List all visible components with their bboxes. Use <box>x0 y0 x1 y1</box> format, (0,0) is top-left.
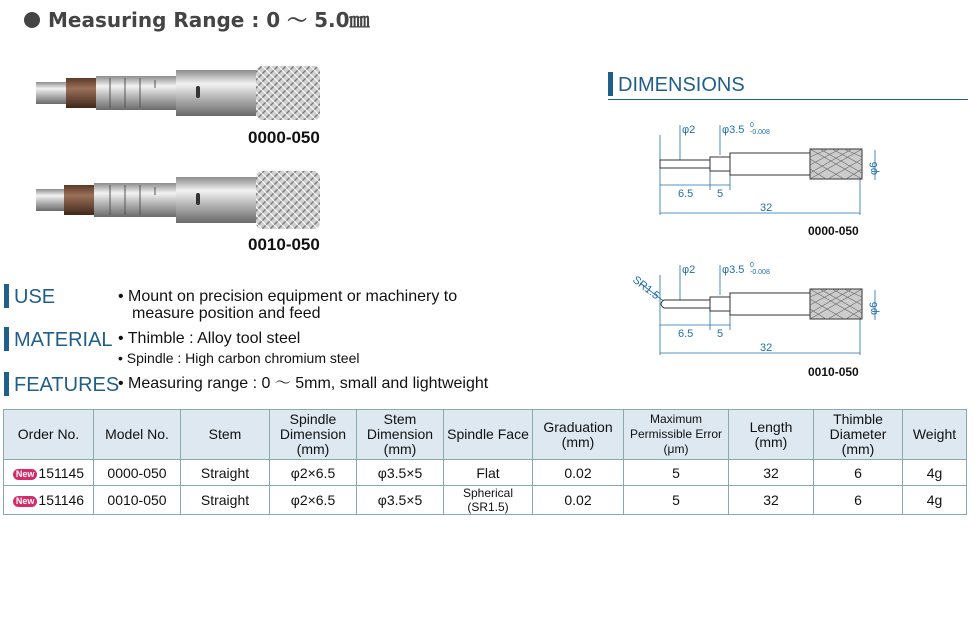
dim-len-total: 32 <box>760 202 773 214</box>
new-badge-icon: New <box>13 496 38 507</box>
dim-len-b: 5 <box>717 328 724 340</box>
col-spindle-dimension: Spindle Dimension (mm) <box>270 410 357 460</box>
dim-stem-dia: φ3.5 <box>722 264 745 276</box>
bullet-icon <box>24 12 40 28</box>
col-spindle-face: Spindle Face <box>444 410 533 460</box>
model-label-0010-050: 0010-050 <box>248 235 320 254</box>
table-header-row <box>4 410 967 460</box>
section-use: USE <box>4 284 55 309</box>
dimensions-title: DIMENSIONS <box>608 72 745 97</box>
features-item: • Measuring range : 0 ～ 5mm, small and lightweight <box>118 375 489 392</box>
dim-len-total: 32 <box>760 342 773 354</box>
micrometer-head-photo-0010-050 <box>30 165 330 235</box>
col-thimble-diameter: Thimble Diameter (mm) <box>814 410 903 460</box>
section-features: FEATURES <box>4 372 119 397</box>
spec-table <box>3 409 967 515</box>
material-item-thimble: • Thimble : Alloy tool steel <box>118 330 301 347</box>
col-graduation: Graduation (mm) <box>533 410 624 460</box>
dimension-drawing-0010-050 <box>620 255 900 365</box>
dim-len-a: 6.5 <box>678 328 694 340</box>
dimensions-rule <box>608 99 968 100</box>
material-item-spindle: • Spindle : High carbon chromium steel <box>118 350 360 366</box>
col-stem-dimension: Stem Dimension (mm) <box>357 410 444 460</box>
dim-radius: SR1.5 <box>630 273 662 303</box>
col-max-error: Maximum Permissible Error (μm) <box>624 410 729 460</box>
model-label-0000-050: 0000-050 <box>248 128 320 147</box>
col-order-no: Order No. <box>4 410 94 460</box>
dim-stem-tol-bottom: -0.008 <box>750 269 770 276</box>
col-weight: Weight <box>903 410 967 460</box>
section-material: MATERIAL <box>4 327 113 352</box>
col-model-no: Model No. <box>94 410 181 460</box>
measuring-range-heading: Measuring Range : 0 ～ 5.0㎜ <box>24 4 370 33</box>
dim-model-label-0000-050: 0000-050 <box>808 224 859 238</box>
dim-model-label-0010-050: 0010-050 <box>808 365 859 379</box>
dim-thimble-dia: φ6 <box>868 161 880 175</box>
col-stem: Stem <box>181 410 270 460</box>
dimension-drawing-0000-050 <box>620 115 900 225</box>
dim-stem-dia: φ3.5 <box>722 124 745 136</box>
table-row: New 151145 0000-050 Straight φ2×6.5 φ3.5×5 Flat 0.02 5 32 6 4g <box>4 460 967 486</box>
dim-stem-tol-top: 0 <box>750 262 754 269</box>
dim-stem-tol-top: 0 <box>750 122 754 129</box>
micrometer-head-photo-0000-050 <box>30 58 330 128</box>
dim-spindle-dia: φ2 <box>682 264 696 276</box>
new-badge-icon: New <box>13 469 38 480</box>
dim-len-a: 6.5 <box>678 188 694 200</box>
dim-thimble-dia: φ6 <box>868 301 880 315</box>
dim-spindle-dia: φ2 <box>682 124 696 136</box>
col-length: Length (mm) <box>729 410 814 460</box>
table-row: New 151146 0010-050 Straight φ2×6.5 φ3.5×5 Spherical (SR1.5) 0.02 5 32 6 4g <box>4 486 967 515</box>
dim-stem-tol-bottom: -0.008 <box>750 129 770 136</box>
use-item-continued: measure position and feed <box>132 305 321 322</box>
dim-len-b: 5 <box>717 188 724 200</box>
use-item: • Mount on precision equipment or machinery to <box>118 288 458 305</box>
